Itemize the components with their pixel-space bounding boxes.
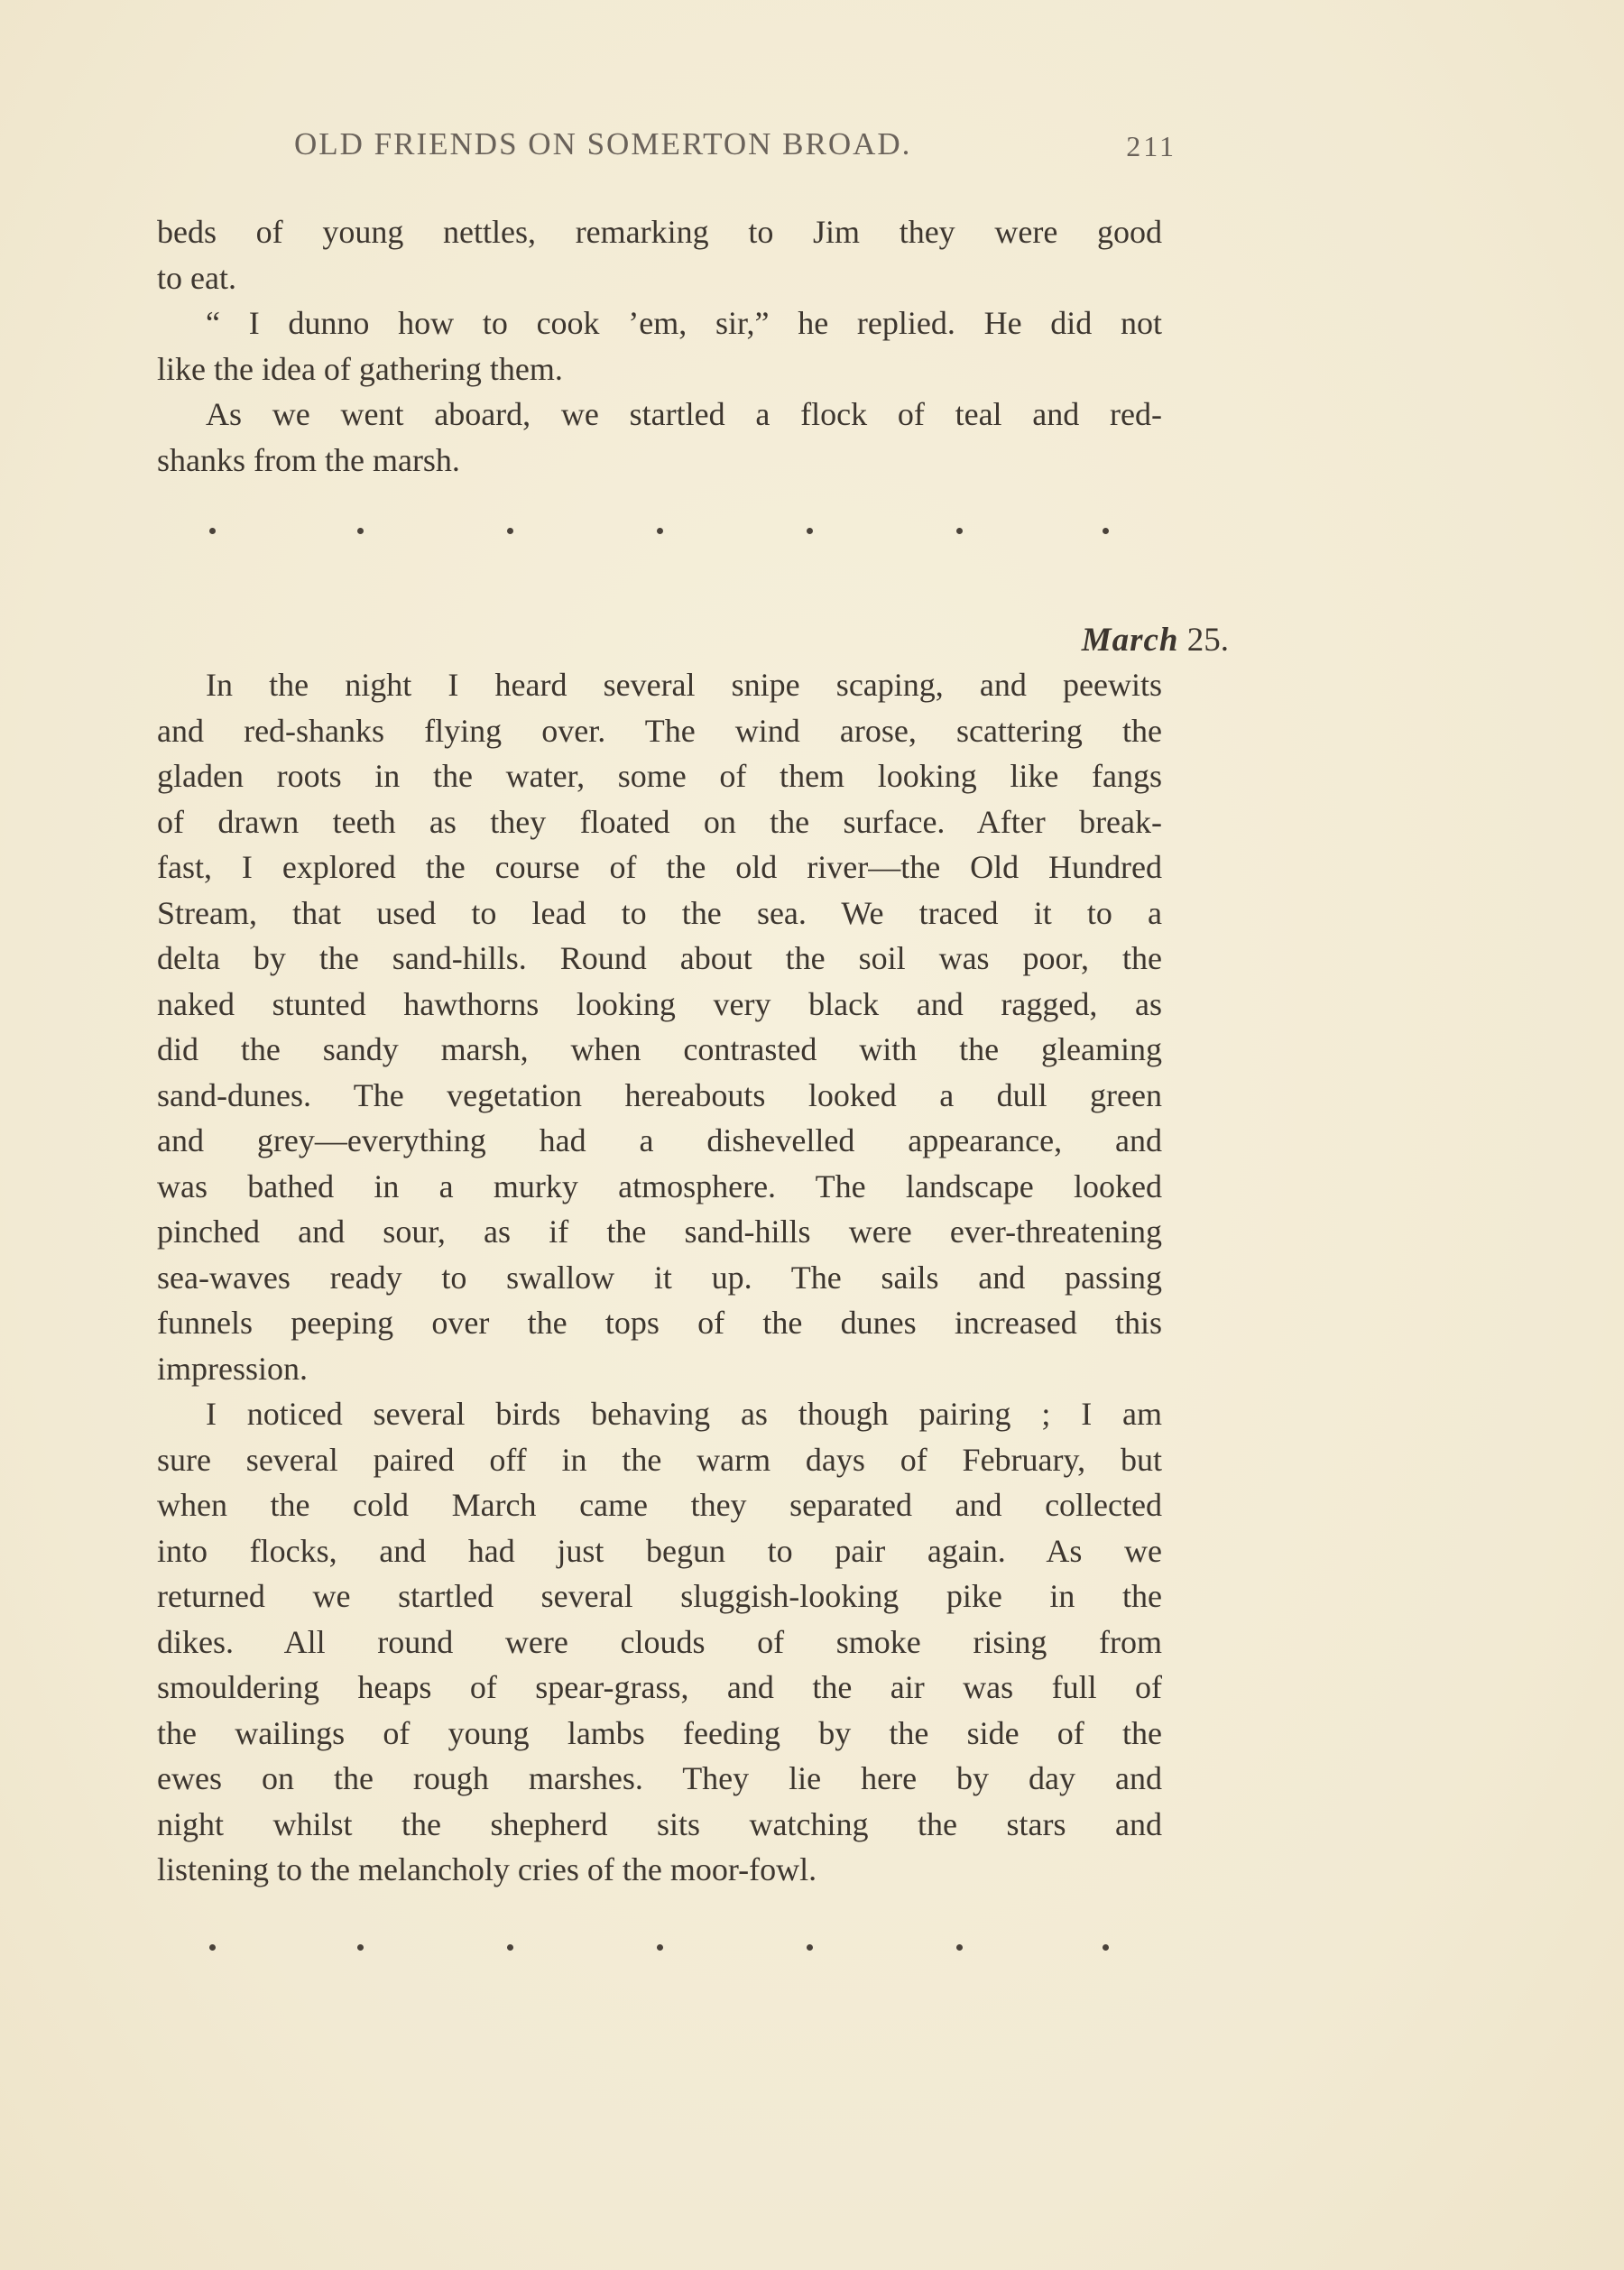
ellipsis-dot	[1103, 528, 1109, 534]
text-line: and red-shanks flying over. The wind arose, scattering the	[157, 712, 1162, 749]
text-line: was bathed in a murky atmosphere. The landscape looked	[157, 1167, 1162, 1204]
ellipsis-dot	[507, 528, 513, 534]
ellipsis-dot	[807, 1944, 813, 1951]
ellipsis-dot	[807, 528, 813, 534]
text-line: night whilst the shepherd sits watching the stars and	[157, 1805, 1162, 1842]
text-block-continuation	[157, 209, 1162, 483]
text-line: listening to the melancholy cries of the moor-fowl.	[157, 1851, 817, 1887]
text-line: impression.	[157, 1350, 308, 1387]
ellipsis-dot	[1103, 1944, 1109, 1951]
text-line: delta by the sand-hills. Round about the soil was poor, the	[157, 940, 1162, 976]
text-line: like the idea of gathering them.	[157, 350, 563, 387]
ellipsis-dot	[357, 528, 364, 534]
text-line: sea-waves ready to swallow it up. The sails and passing	[157, 1259, 1162, 1296]
text-line: pinched and sour, as if the sand-hills were ever-threatening	[157, 1213, 1162, 1250]
text-line: returned we startled several sluggish-looking pike in the	[157, 1578, 1162, 1614]
text-line: shanks from the marsh.	[157, 441, 460, 478]
ellipsis-dot	[357, 1944, 364, 1951]
text-line: fast, I explored the course of the old river—the Old Hundred	[157, 849, 1162, 885]
ellipsis-dot	[209, 528, 216, 534]
page-header	[157, 126, 1176, 180]
text-line: funnels peeping over the tops of the dunes increased this	[157, 1305, 1162, 1341]
text-line: sand-dunes. The vegetation hereabouts looked a dull green	[157, 1076, 1162, 1113]
dateline-month: March	[1081, 622, 1179, 659]
text-line: and grey—everything had a dishevelled appearance, and	[157, 1122, 1162, 1158]
running-head: OLD FRIENDS ON SOMERTON BROAD.	[294, 126, 912, 161]
ellipsis-dot	[657, 528, 663, 534]
ellipsis-dot	[209, 1944, 216, 1951]
text-line: Stream, that used to lead to the sea. We traced it to a	[157, 894, 1162, 931]
text-line: of drawn teeth as they floated on the surface. After break-	[157, 803, 1162, 840]
text-line: “ I dunno how to cook ’em, sir,” he replied. He did not	[206, 305, 1162, 341]
text-line: beds of young nettles, remarking to Jim they were good	[157, 214, 1162, 250]
text-line: In the night I heard several snipe scaping, and peewits	[206, 667, 1162, 703]
page-number: 211	[1126, 130, 1176, 162]
section-break-dots	[209, 1944, 1112, 1962]
ellipsis-dot	[657, 1944, 663, 1951]
text-line: into flocks, and had just begun to pair again. As we	[157, 1532, 1162, 1569]
text-line: when the cold March came they separated and collected	[157, 1487, 1162, 1523]
ellipsis-dot	[956, 1944, 963, 1951]
text-line: As we went aboard, we startled a flock of teal and red-	[206, 396, 1162, 432]
ellipsis-dot	[507, 1944, 513, 1951]
text-line: I noticed several birds behaving as though pairing ; I am	[206, 1396, 1162, 1432]
text-line: naked stunted hawthorns looking very black and ragged, as	[157, 985, 1162, 1022]
text-line: did the sandy marsh, when contrasted with the gleaming	[157, 1031, 1162, 1067]
journal-dateline	[1082, 621, 1229, 660]
text-line: to eat.	[157, 259, 236, 296]
ellipsis-dot	[956, 528, 963, 534]
text-line: gladen roots in the water, some of them looking like fangs	[157, 758, 1162, 794]
section-break-dots	[209, 528, 1112, 546]
text-block-entry	[157, 662, 1162, 1893]
text-line: the wailings of young lambs feeding by the side of the	[157, 1714, 1162, 1751]
text-line: dikes. All round were clouds of smoke rising from	[157, 1623, 1162, 1660]
dateline-day: 25.	[1186, 622, 1229, 659]
text-line: smouldering heaps of spear-grass, and the air was full of	[157, 1669, 1162, 1705]
text-line: sure several paired off in the warm days of February, but	[157, 1441, 1162, 1478]
text-line: ewes on the rough marshes. They lie here by day and	[157, 1760, 1162, 1796]
